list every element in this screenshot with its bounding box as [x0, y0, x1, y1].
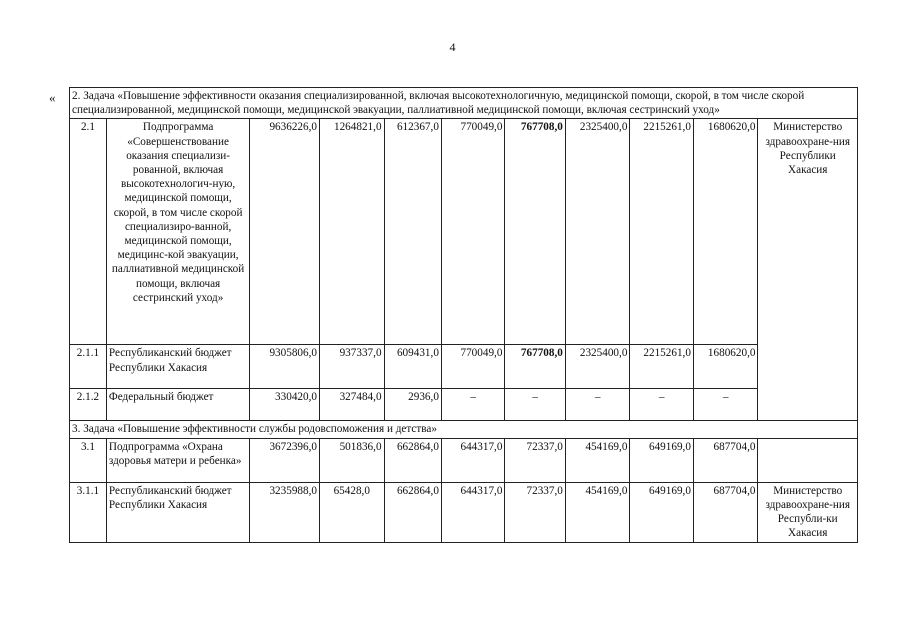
row-number: 3.1.1: [70, 482, 107, 542]
value-cell: 662864,0: [384, 482, 441, 542]
value-cell: 454169,0: [565, 438, 630, 482]
value-cell: 1680620,0: [693, 345, 758, 389]
value-cell: 9305806,0: [250, 345, 320, 389]
value-cell: 327484,0: [319, 389, 384, 421]
value-cell: 2215261,0: [630, 119, 694, 345]
value-cell: 3235988,0: [250, 482, 320, 542]
value-cell: 501836,0: [319, 438, 384, 482]
value-cell: 454169,0: [565, 482, 630, 542]
value-cell: –: [693, 389, 758, 421]
value-cell: 2215261,0: [630, 345, 694, 389]
value-cell: 2325400,0: [565, 119, 630, 345]
table-row: [70, 345, 858, 389]
row-number: 2.1.1: [70, 345, 107, 389]
row-name: Подпрограмма «Охрана здоровья матери и ребенка»: [106, 438, 249, 482]
program-funding-table: [69, 87, 858, 543]
value-cell: 644317,0: [441, 438, 505, 482]
table-row: [70, 482, 858, 542]
row-number: 2.1: [70, 119, 107, 345]
row-name: Федеральный бюджет: [106, 389, 249, 421]
value-cell: –: [565, 389, 630, 421]
value-cell: 644317,0: [441, 482, 505, 542]
task-row-3: [70, 421, 858, 438]
value-cell: 612367,0: [384, 119, 441, 345]
value-cell: 687704,0: [693, 438, 758, 482]
task-2-title: 2. Задача «Повышение эффективности оказания специализированной, включая высокотехнологичную, медицинской помощи, скорой, в том числе скорой специализированной, медицинской помощи, медицинской эвакуации, паллиативной медицинской помощи, включая сестринский уход»: [70, 88, 858, 119]
value-cell: –: [441, 389, 505, 421]
value-cell: 2936,0: [384, 389, 441, 421]
row-name: Республиканский бюджет Республики Хакасия: [106, 345, 249, 389]
value-cell: 65428,0: [319, 482, 384, 542]
value-cell: 9636226,0: [250, 119, 320, 345]
responsible-executor: Министерство здравоохране-ния Республи-ки Хакасия: [758, 482, 858, 542]
value-cell: –: [630, 389, 694, 421]
table-row: [70, 438, 858, 482]
responsible-executor: Министерство здравоохране-ния Республики Хакасия: [758, 119, 858, 421]
value-cell: 3672396,0: [250, 438, 320, 482]
row-name: Подпрограмма «Совершенствование оказания специализи-рованной, включая высокотехнологич-ную, медицинской помощи, скорой, в том числе скорой специализиро-ванной, медицинской помощи, медицинс-кой эвакуации, паллиативной медицинской помощи, включая сестринский уход»: [106, 119, 249, 345]
responsible-executor: [758, 438, 858, 482]
value-cell: 687704,0: [693, 482, 758, 542]
row-number: 2.1.2: [70, 389, 107, 421]
value-cell: 770049,0: [441, 119, 505, 345]
value-cell: 72337,0: [505, 438, 565, 482]
page-number: 4: [449, 40, 456, 54]
value-cell: 649169,0: [630, 482, 694, 542]
table-row: [70, 119, 858, 345]
value-cell: 609431,0: [384, 345, 441, 389]
value-cell: 1264821,0: [319, 119, 384, 345]
value-cell: 2325400,0: [565, 345, 630, 389]
row-name: Республиканский бюджет Республики Хакасия: [106, 482, 249, 542]
value-cell: 767708,0: [505, 345, 565, 389]
value-cell: 662864,0: [384, 438, 441, 482]
value-cell: 770049,0: [441, 345, 505, 389]
value-cell: 649169,0: [630, 438, 694, 482]
value-cell: 1680620,0: [693, 119, 758, 345]
task-row-2: [70, 88, 858, 119]
value-cell: 937337,0: [319, 345, 384, 389]
task-3-title: 3. Задача «Повышение эффективности службы родовспоможения и детства»: [70, 421, 858, 438]
row-number: 3.1: [70, 438, 107, 482]
value-cell: –: [505, 389, 565, 421]
value-cell: 767708,0: [505, 119, 565, 345]
value-cell: 72337,0: [505, 482, 565, 542]
table-row: [70, 389, 858, 421]
value-cell: 330420,0: [250, 389, 320, 421]
opening-quote: «: [49, 90, 56, 105]
